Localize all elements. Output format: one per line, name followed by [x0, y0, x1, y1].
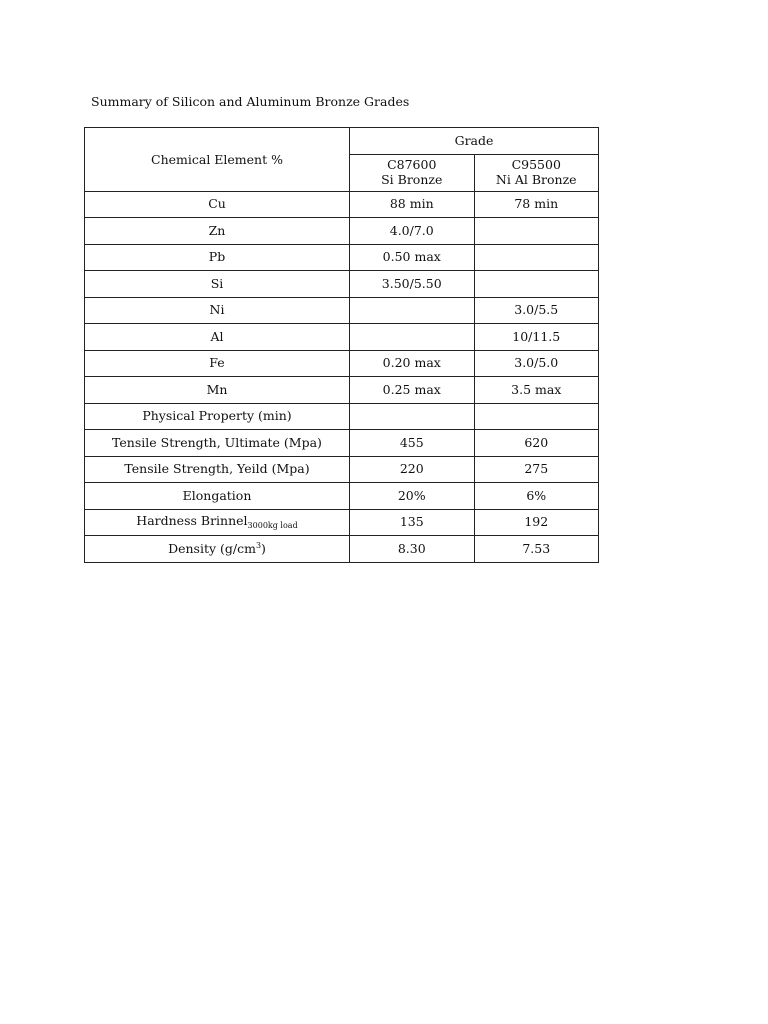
c87600-value: [350, 297, 475, 324]
chemical-element-header: Chemical Element %: [85, 128, 350, 192]
row-label: Si: [85, 271, 350, 298]
table-row: [85, 218, 599, 245]
row-label: Physical Property (min): [85, 403, 350, 430]
c95500-value: 10/11.5: [474, 324, 599, 351]
grade-header: Grade: [350, 128, 599, 155]
row-label: [85, 536, 350, 563]
grade-code: C95500: [511, 157, 561, 173]
grade-code: C87600: [387, 157, 437, 173]
table-header-row: [85, 128, 599, 155]
c95500-value: [474, 244, 599, 271]
c87600-value: 20%: [350, 483, 475, 510]
table-row: [85, 297, 599, 324]
c87600-value: [350, 324, 475, 351]
table-row: [85, 350, 599, 377]
row-label: Zn: [85, 218, 350, 245]
grade-name: Ni Al Bronze: [495, 171, 577, 187]
c87600-value: 0.20 max: [350, 350, 475, 377]
c87600-value: 88 min: [350, 191, 475, 218]
table-row: [85, 191, 599, 218]
c87600-value: 220: [350, 456, 475, 483]
table-row: [85, 403, 599, 430]
table-row: [85, 483, 599, 510]
table-row: [85, 377, 599, 404]
row-label: Tensile Strength, Yeild (Mpa): [85, 456, 350, 483]
row-label: Tensile Strength, Ultimate (Mpa): [85, 430, 350, 457]
row-label: [85, 509, 350, 536]
c95500-value: 275: [474, 456, 599, 483]
grade-name: Si Bronze: [381, 171, 443, 187]
c95500-value: [474, 271, 599, 298]
c95500-value: 6%: [474, 483, 599, 510]
row-label: Cu: [85, 191, 350, 218]
table-row: [85, 271, 599, 298]
row-label: Pb: [85, 244, 350, 271]
c87600-value: 455: [350, 430, 475, 457]
c95500-value: 78 min: [474, 191, 599, 218]
table-row: [85, 509, 599, 536]
bronze-grades-table: [84, 127, 599, 563]
c95500-value: [474, 403, 599, 430]
row-label: Fe: [85, 350, 350, 377]
c95500-value: 3.0/5.5: [474, 297, 599, 324]
row-label-superscript: 3: [255, 541, 262, 551]
row-label-text: Density (g/cm: [168, 541, 256, 557]
table-row: [85, 324, 599, 351]
c87600-value: 135: [350, 509, 475, 536]
c95500-value: 3.5 max: [474, 377, 599, 404]
document-title: Summary of Silicon and Aluminum Bronze Grades: [91, 94, 410, 109]
c87600-value: 0.50 max: [350, 244, 475, 271]
row-label-text: Hardness Brinnel: [136, 513, 248, 529]
row-label-subscript: 3000kg load: [247, 521, 298, 531]
grade-c95500-header: [474, 154, 599, 191]
table-row: [85, 430, 599, 457]
row-label-text-after: ): [261, 541, 266, 557]
grade-c87600-header: [350, 154, 475, 191]
c95500-value: 192: [474, 509, 599, 536]
row-label: Ni: [85, 297, 350, 324]
row-label: Al: [85, 324, 350, 351]
c87600-value: 3.50/5.50: [350, 271, 475, 298]
c87600-value: 0.25 max: [350, 377, 475, 404]
table-row: [85, 244, 599, 271]
c95500-value: [474, 218, 599, 245]
row-label: Elongation: [85, 483, 350, 510]
row-label: Mn: [85, 377, 350, 404]
c95500-value: 7.53: [474, 536, 599, 563]
c87600-value: 4.0/7.0: [350, 218, 475, 245]
table-row: [85, 536, 599, 563]
c87600-value: 8.30: [350, 536, 475, 563]
c95500-value: 620: [474, 430, 599, 457]
c87600-value: [350, 403, 475, 430]
c95500-value: 3.0/5.0: [474, 350, 599, 377]
table-row: [85, 456, 599, 483]
